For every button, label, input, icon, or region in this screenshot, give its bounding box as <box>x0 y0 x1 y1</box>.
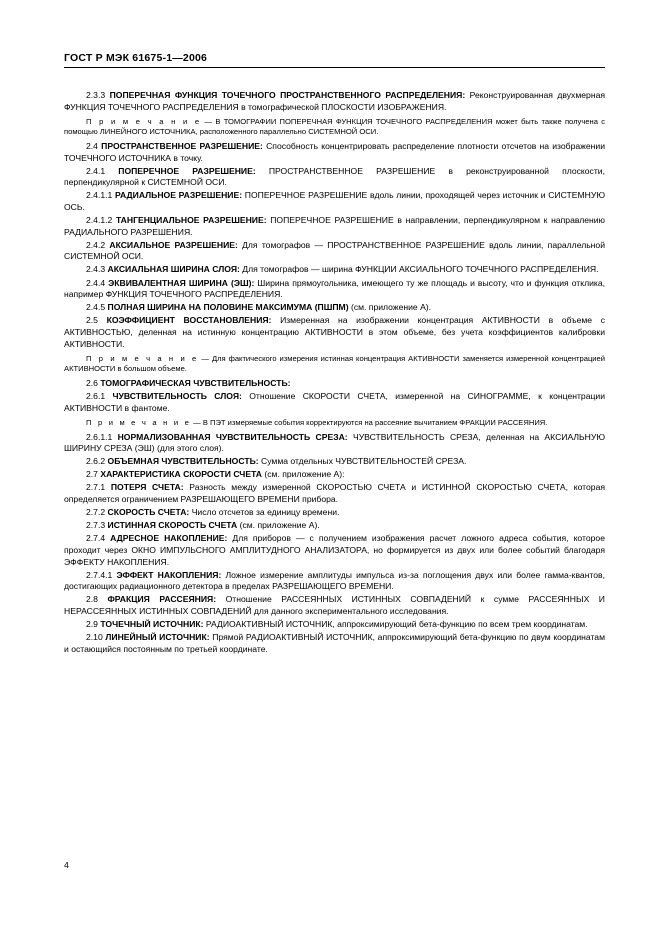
clause-paragraph <box>64 570 605 593</box>
clause-term: ПОПЕРЕЧНОЕ РАЗРЕШЕНИЕ: <box>118 165 256 176</box>
clause-paragraph <box>64 432 605 455</box>
clause-term: КОЭФФИЦИЕНТ ВОССТАНОВЛЕНИЯ: <box>106 315 272 326</box>
clause-definition: Ложное измерение амплитуды импульса из-за поглощения двух или более гамма-квантов, достигающих радиационного детектора в пределах РАЗРЕШАЮЩЕГО ВРЕМЕНИ. <box>64 569 606 592</box>
clause-term: ЭКВИВАЛЕНТНАЯ ШИРИНА (ЭШ): <box>108 277 255 288</box>
clause-term: ПОТЕРЯ СЧЕТА: <box>110 482 184 493</box>
clause-paragraph <box>64 302 605 314</box>
clause-definition: (см. приложение А). <box>348 302 432 313</box>
clause-definition: Отношение СКОРОСТИ СЧЕТА, измеренной на СИНОГРАММЕ, к концентрации АКТИВНОСТИ в фантоме. <box>64 391 606 413</box>
clause-definition: Ширина прямоугольника, имеющего ту же площадь и высоту, что и функция отклика, например ФУНКЦИЯ ТОЧЕЧНОГО РАСПРЕДЕЛЕНИЯ. <box>64 277 606 300</box>
clause-paragraph <box>64 166 605 189</box>
note-text: — В ПЭТ измеряемые события корректируются на рассеяние вычитанием ФРАКЦИИ РАССЕЯНИЯ. <box>191 417 548 427</box>
clause-term: АКСИАЛЬНАЯ ШИРИНА СЛОЯ: <box>107 264 240 275</box>
clause-number: 2.4.1.1 <box>86 190 113 201</box>
clause-paragraph <box>64 264 605 276</box>
clause-paragraph <box>64 190 605 213</box>
clause-paragraph <box>64 594 605 617</box>
note-paragraph <box>64 418 605 428</box>
clause-term: НОРМАЛИЗОВАННАЯ ЧУВСТВИТЕЛЬНОСТЬ СРЕЗА: <box>117 431 348 442</box>
clause-number: 2.7.3 <box>86 520 106 531</box>
clause-term: РАДИАЛЬНОЕ РАЗРЕШЕНИЕ: <box>115 190 243 201</box>
clause-term: ИСТИННАЯ СКОРОСТЬ СЧЕТА <box>107 520 238 531</box>
note-text: — Для фактического измерения истинная концентрация АКТИВНОСТИ заменяется измеренной концентрацией АКТИВНОСТИ в большом объеме. <box>64 353 606 373</box>
note-label: П р и м е ч а н и е <box>86 353 199 363</box>
note-paragraph <box>64 354 605 375</box>
clause-paragraph <box>64 520 605 532</box>
clause-term: ПОЛНАЯ ШИРИНА НА ПОЛОВИНЕ МАКСИМУМА (ПШПМ) <box>107 302 349 313</box>
clause-definition: Измеренная на изображении концентрация АКТИВНОСТИ в объеме с АКТИВНОСТЬЮ, деленная на истинную концентрацию АКТИВНОСТИ в этом объеме, без учета коэффициентов калибровки АКТИВНОСТИ. <box>64 315 605 349</box>
clause-definition: Способность концентрировать распределение плотности отсчетов на изображении ТОЧЕЧНОГО ИСТОЧНИКА в точку. <box>64 141 605 163</box>
clause-paragraph <box>64 632 605 655</box>
header-divider <box>64 67 605 68</box>
clause-term: АДРЕСНОЕ НАКОПЛЕНИЕ: <box>110 533 228 544</box>
clause-number: 2.9 <box>86 619 98 629</box>
clause-number: 2.10 <box>86 632 103 643</box>
clause-number: 2.7.4 <box>86 533 106 544</box>
clause-definition: Отношение РАССЕЯННЫХ ИСТИННЫХ СОВПАДЕНИЙ к сумме РАССЕЯННЫХ И НЕРАССЕЯННЫХ ИСТИННЫХ СОВПАДЕНИЙ для данного экспериментального исследования. <box>64 594 605 616</box>
clause-number: 2.4.1.2 <box>86 215 113 226</box>
clause-number: 2.4.5 <box>86 302 106 313</box>
clause-number: 2.4 <box>86 141 98 151</box>
clause-term: ТОЧЕЧНЫЙ ИСТОЧНИК: <box>100 619 204 629</box>
clause-definition: (см. приложение А). <box>237 520 320 531</box>
clause-number: 2.4.4 <box>86 277 106 288</box>
clause-term: АКСИАЛЬНОЕ РАЗРЕШЕНИЕ: <box>109 239 238 250</box>
clause-number: 2.7 <box>86 469 98 480</box>
clause-definition: ПОПЕРЕЧНОЕ РАЗРЕШЕНИЕ вдоль линии, проходящей через источник и СИСТЕМНУЮ ОСЬ. <box>64 190 606 212</box>
clause-definition: (см. приложение А): <box>262 469 345 480</box>
clause-number: 2.6 <box>86 377 98 388</box>
clause-definition: ЧУВСТВИТЕЛЬНОСТЬ СРЕЗА, деленная на АКСИАЛЬНУЮ ШИРИНУ СРЕЗА (ЭШ) (для этого слоя). <box>64 431 606 454</box>
clause-number: 2.3.3 <box>86 90 106 100</box>
standard-header: ГОСТ Р МЭК 61675-1—2006 <box>64 52 208 64</box>
clause-term: ЭФФЕКТ НАКОПЛЕНИЯ: <box>116 569 222 580</box>
page-number: 4 <box>64 860 69 870</box>
clause-term: ТОМОГРАФИЧЕСКАЯ ЧУВСТВИТЕЛЬНОСТЬ: <box>100 377 291 388</box>
clause-definition: Прямой РАДИОАКТИВНЫЙ ИСТОЧНИК, аппроксимирующий бета-функцию по двум координатам и остающийся постоянным по третьей координате. <box>64 632 606 654</box>
clause-paragraph <box>64 391 605 414</box>
clause-number: 2.4.2 <box>86 239 106 250</box>
clause-paragraph <box>64 482 605 505</box>
clause-paragraph <box>64 378 605 390</box>
clause-number: 2.6.1.1 <box>86 431 113 442</box>
clause-paragraph <box>64 456 605 468</box>
clause-paragraph <box>64 240 605 263</box>
clause-term: СКОРОСТЬ СЧЕТА: <box>107 507 190 518</box>
clause-paragraph <box>64 315 605 350</box>
clause-definition: Для приборов — с получением изображения расчет ложного адреса события, которое проходит через ОКНО ИМПУЛЬСНОГО АМПЛИТУДНОГО АНАЛИЗАТОРА, но формируется из двух или более событий благодаря ЭФФЕКТУ НАКОПЛЕНИЯ. <box>64 533 605 567</box>
clause-definition: Для томографов — ПРОСТРАНСТВЕННОЕ РАЗРЕШЕНИЕ вдоль линии, параллельной СИСТЕМНОЙ ОСИ. <box>64 239 606 262</box>
clause-term: ПРОСТРАНСТВЕННОЕ РАЗРЕШЕНИЕ: <box>101 141 263 151</box>
clause-term: ЧУВСТВИТЕЛЬНОСТЬ СЛОЯ: <box>112 391 242 401</box>
clause-definition: ПРОСТРАНСТВЕННОЕ РАЗРЕШЕНИЕ в реконструированной плоскости, перпендикулярной к СИСТЕМНОЙ ОСИ. <box>64 165 605 188</box>
clause-paragraph <box>64 619 605 631</box>
note-paragraph <box>64 117 605 138</box>
clause-number: 2.5 <box>86 315 98 326</box>
clause-paragraph <box>64 507 605 519</box>
note-label: П р и м е ч а н и е <box>86 417 191 427</box>
clause-number: 2.6.2 <box>86 456 106 467</box>
clause-definition: ПОПЕРЕЧНОЕ РАЗРЕШЕНИЕ в направлении, перпендикулярном к направлению РАДИАЛЬНОГО РАЗРЕШЕНИЯ. <box>64 215 605 237</box>
clause-paragraph <box>64 533 605 568</box>
clause-number: 2.7.2 <box>86 507 106 518</box>
clause-term: ОБЪЕМНАЯ ЧУВСТВИТЕЛЬНОСТЬ: <box>107 456 259 467</box>
note-label: П р и м е ч а н и е <box>86 116 202 126</box>
clause-term: ТАНГЕНЦИАЛЬНОЕ РАЗРЕШЕНИЕ: <box>115 215 267 226</box>
clause-definition: РАДИОАКТИВНЫЙ ИСТОЧНИК, аппроксимирующий бета-функцию по всем трем координатам. <box>203 619 588 629</box>
clause-term: ФРАКЦИЯ РАССЕЯНИЯ: <box>107 594 217 605</box>
clause-definition: Сумма отдельных ЧУВСТВИТЕЛЬНОСТЕЙ СРЕЗА. <box>258 456 467 467</box>
clause-number: 2.8 <box>86 594 98 605</box>
note-text: — В ТОМОГРАФИИ ПОПЕРЕЧНАЯ ФУНКЦИЯ ТОЧЕЧНОГО РАСПРЕДЕЛЕНИЯ может быть также получена с помощью ЛИНЕЙНОГО ИСТОЧНИКА, расположенного параллельно СИСТЕМНОЙ ОСИ. <box>64 116 605 137</box>
clause-number: 2.7.4.1 <box>86 569 113 580</box>
document-body <box>64 90 605 655</box>
clause-definition: Число отсчетов за единицу времени. <box>189 507 340 518</box>
clause-number: 2.7.1 <box>86 482 106 493</box>
clause-number: 2.6.1 <box>86 391 106 401</box>
clause-paragraph <box>64 141 605 164</box>
clause-paragraph <box>64 469 605 481</box>
clause-term: ХАРАКТЕРИСТИКА СКОРОСТИ СЧЕТА <box>100 469 262 480</box>
clause-term: ЛИНЕЙНЫЙ ИСТОЧНИК: <box>105 632 210 643</box>
clause-paragraph <box>64 90 605 113</box>
clause-number: 2.4.3 <box>86 264 106 275</box>
clause-definition: Разность между измеренной СКОРОСТЬЮ СЧЕТА и ИСТИННОЙ СКОРОСТЬЮ СЧЕТА, которая определяется ограничением РАЗРЕШАЮЩЕГО ВРЕМЕНИ прибора. <box>64 482 606 505</box>
clause-paragraph <box>64 278 605 301</box>
clause-number: 2.4.1 <box>86 165 106 176</box>
clause-definition: Для томографов — ширина ФУНКЦИИ АКСИАЛЬНОГО ТОЧЕЧНОГО РАСПРЕДЕЛЕНИЯ. <box>239 264 599 275</box>
clause-term: ПОПЕРЕЧНАЯ ФУНКЦИЯ ТОЧЕЧНОГО ПРОСТРАНСТВЕННОГО РАСПРЕДЕЛЕНИЯ: <box>109 90 466 100</box>
clause-paragraph <box>64 215 605 238</box>
clause-definition: Реконструированная двухмерная ФУНКЦИЯ ТОЧЕЧНОГО РАСПРЕДЕЛЕНИЯ в томографической ПЛОСКОСТИ ИЗОБРАЖЕНИЯ. <box>64 90 606 112</box>
